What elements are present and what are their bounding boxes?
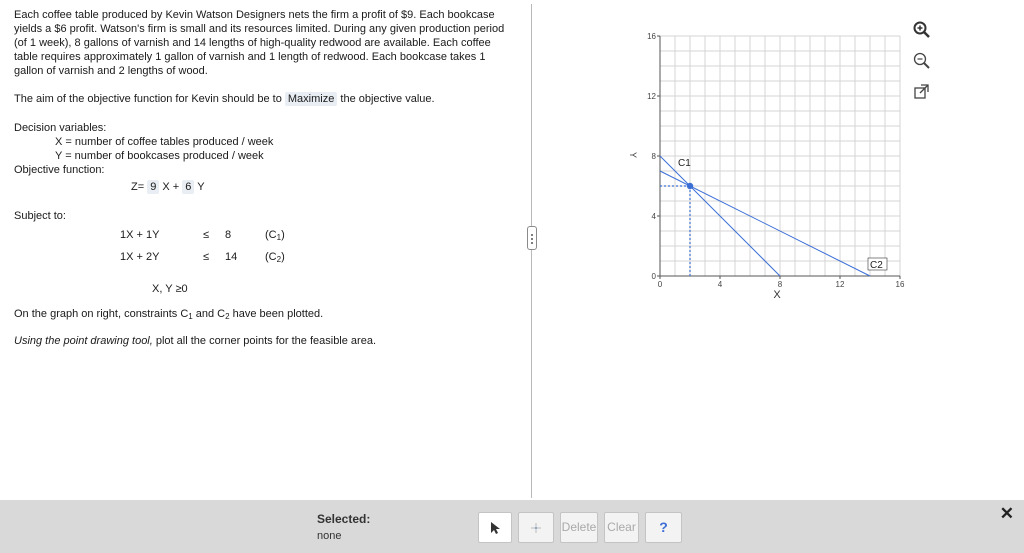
- point-tool-button[interactable]: [518, 512, 554, 543]
- objective-function: [131, 180, 205, 194]
- objective-select[interactable]: Maximize: [285, 92, 337, 106]
- y-tick-label: 12: [647, 92, 656, 101]
- x-tick-label: 16: [895, 280, 905, 289]
- delete-button[interactable]: Delete: [560, 512, 598, 543]
- y-tick-label: 16: [647, 32, 656, 41]
- objective-sentence: [14, 92, 435, 106]
- constraint-graph[interactable]: [600, 20, 910, 320]
- point-icon: [531, 523, 541, 533]
- selected-value: none: [317, 530, 342, 542]
- y-tick-label: 0: [651, 272, 656, 281]
- label-sub: 1: [276, 233, 282, 242]
- clear-button[interactable]: Clear: [604, 512, 639, 543]
- constraint-operator[interactable]: ≤: [203, 229, 210, 241]
- bottom-toolbar: [0, 500, 1024, 553]
- objective-function-heading: Objective function:: [14, 164, 105, 176]
- y-tick-label: 4: [651, 212, 656, 221]
- label-close: ): [281, 229, 285, 241]
- instruction-sub1: 1: [188, 312, 193, 321]
- label-close: ): [281, 251, 285, 263]
- constraint-label: [265, 229, 285, 242]
- x-plus: X +: [162, 181, 180, 193]
- x-axis-label: X: [773, 289, 781, 301]
- zoom-in-button[interactable]: [912, 20, 932, 40]
- decision-variables-heading: Decision variables:: [14, 122, 107, 134]
- objective-suffix: the objective value.: [340, 93, 435, 105]
- help-button[interactable]: ?: [645, 512, 682, 543]
- subject-to-heading: Subject to:: [14, 210, 66, 222]
- instruction-c: have been plotted.: [229, 308, 324, 320]
- decision-variable-y: Y = number of bookcases produced / week: [55, 150, 264, 162]
- label-sub: 2: [276, 255, 282, 264]
- instruction-plot-points: [14, 335, 376, 347]
- corner-point[interactable]: [687, 183, 693, 189]
- objective-prefix: The aim of the objective function for Kevin should be to: [14, 93, 282, 105]
- left-pane: [0, 0, 530, 498]
- coef-x-field[interactable]: 9: [147, 180, 159, 194]
- y-var: Y: [197, 181, 205, 193]
- decision-variable-x: X = number of coffee tables produced / week: [55, 136, 274, 148]
- close-button[interactable]: [1000, 504, 1014, 524]
- x-tick-label: 12: [835, 280, 845, 289]
- instruction-italic: Using the point drawing tool,: [14, 335, 153, 347]
- label-open: (C: [265, 229, 277, 241]
- constraint-label: [265, 251, 285, 264]
- z-prefix: Z=: [131, 181, 145, 193]
- constraint-rhs: 8: [225, 229, 232, 241]
- select-tool-button[interactable]: [478, 512, 512, 543]
- selected-label: Selected:: [317, 512, 371, 526]
- zoom-out-button[interactable]: [912, 51, 932, 71]
- pane-divider: [531, 4, 532, 498]
- instruction-sub2: 2: [225, 312, 230, 321]
- instruction-b: and C: [192, 308, 226, 320]
- instruction-a: On the graph on right, constraints C: [14, 308, 189, 320]
- zoom-out-icon: [912, 51, 932, 71]
- label-open: (C: [265, 251, 277, 263]
- constraint-lhs: 1X + 2Y: [120, 251, 160, 263]
- popout-button[interactable]: [912, 82, 932, 102]
- grid: [660, 36, 900, 276]
- close-icon: ✕: [999, 504, 1014, 523]
- external-link-icon: [912, 82, 932, 102]
- arrow-pointer-icon: [489, 521, 501, 535]
- instruction-rest: plot all the corner points for the feasible area.: [152, 335, 376, 347]
- y-axis-label: Y: [628, 151, 638, 159]
- pane-resize-handle[interactable]: [527, 226, 537, 250]
- constraint-operator[interactable]: ≤: [203, 251, 210, 263]
- coef-y-field[interactable]: 6: [182, 180, 194, 194]
- instruction-plotted: [14, 308, 323, 321]
- y-tick-label: 8: [651, 152, 656, 161]
- x-tick-label: 0: [657, 280, 663, 289]
- problem-statement: Each coffee table produced by Kevin Watson Designers nets the firm a profit of $9. Each bookcase yields a $6 profit. Watson's firm is small and its resources limited. During any given production period (of 1 week), 8 gallons of varnish and 14 lengths of high-quality redwood are available. Each coffee table requires approximately 1 gallon of varnish and 1 length of redwood. Each bookcase takes 1 gallon of varnish and 2 lengths of wood.: [14, 9, 505, 77]
- constraint-lhs: 1X + 1Y: [120, 229, 160, 241]
- constraint-rhs: 14: [225, 251, 238, 263]
- x-tick-label: 8: [777, 280, 783, 289]
- zoom-in-icon: [912, 20, 932, 40]
- c1-label: C1: [678, 158, 691, 169]
- nonnegativity-constraint: X, Y ≥0: [152, 283, 188, 295]
- x-tick-label: 4: [717, 280, 723, 289]
- c2-label: C2: [870, 260, 883, 271]
